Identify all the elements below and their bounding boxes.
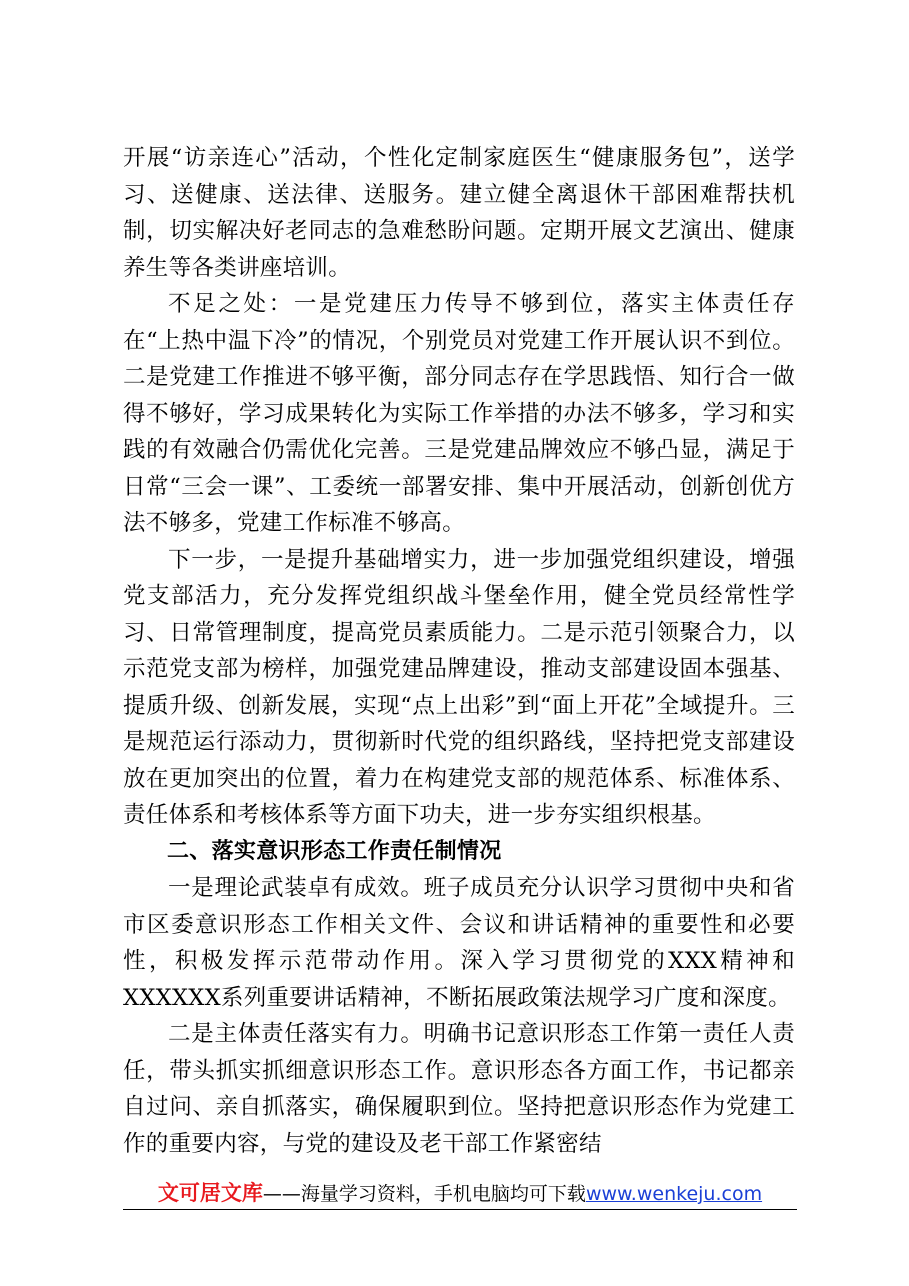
paragraph-theory: 一是理论武装卓有成效。班子成员充分认识学习贯彻中央和省市区委意识形态工作相关文件、会议和讲话精神的重要性和必要性，积极发挥示范带动作用。深入学习贯彻党的XXX精神和XXXXXX系列重要讲话精神，不断拓展政策法规学习广度和深度。 (123, 875, 795, 1011)
footer-divider (123, 1209, 797, 1210)
footer-site-link[interactable]: www.wenkeju.com (585, 1183, 763, 1205)
footer-brand: 文可居文库 (157, 1181, 263, 1205)
paragraph-shortcomings: 不足之处：一是党建压力传导不够到位，落实主体责任存在“上热中温下冷”的情况，个别党员对党建工作开展认识不到位。二是党建工作推进不够平衡，部分同志存在学思践悟、知行合一做得不够好，学习成果转化为实际工作举措的办法不够多，学习和实践的有效融合仍需优化完善。三是党建品牌效应不够凸显，满足于日常“三会一课”、工委统一部署安排、集中开展活动，创新创优方法不够多，党建工作标准不够高。 (123, 291, 795, 536)
page-footer (123, 1178, 797, 1209)
document-body (123, 140, 795, 1162)
paragraph-continued: 开展“访亲连心”活动，个性化定制家庭医生“健康服务包”，送学习、送健康、送法律、送服务。建立健全离退休干部困难帮扶机制，切实解决好老同志的急难愁盼问题。定期开展文艺演出、健康养生等各类讲座培训。 (123, 145, 795, 281)
section-heading: 二、落实意识形态工作责任制情况 (167, 838, 502, 864)
paragraph-next-steps: 下一步，一是提升基础增实力，进一步加强党组织建设，增强党支部活力，充分发挥党组织战斗堡垒作用，健全党员经常性学习、日常管理制度，提高党员素质能力。二是示范引领聚合力，以示范党支部为榜样，加强党建品牌建设，推动支部建设固本强基、提质升级、创新发展，实现“点上出彩”到“面上开花”全域提升。三是规范运行添动力，贯彻新时代党的组织路线，坚持把党支部建设放在更加突出的位置，着力在构建党支部的规范体系、标准体系、责任体系和考核体系等方面下功夫，进一步夯实组织根基。 (123, 546, 795, 828)
footer-tagline: ——海量学习资料，手机电脑均可下载 (262, 1183, 586, 1205)
paragraph-responsibility: 二是主体责任落实有力。明确书记意识形态工作第一责任人责任，带头抓实抓细意识形态工作。意识形态各方面工作，书记都亲自过问、亲自抓落实，确保履职到位。坚持把意识形态作为党建工作的重要内容，与党的建设及老干部工作紧密结 (123, 1021, 795, 1157)
